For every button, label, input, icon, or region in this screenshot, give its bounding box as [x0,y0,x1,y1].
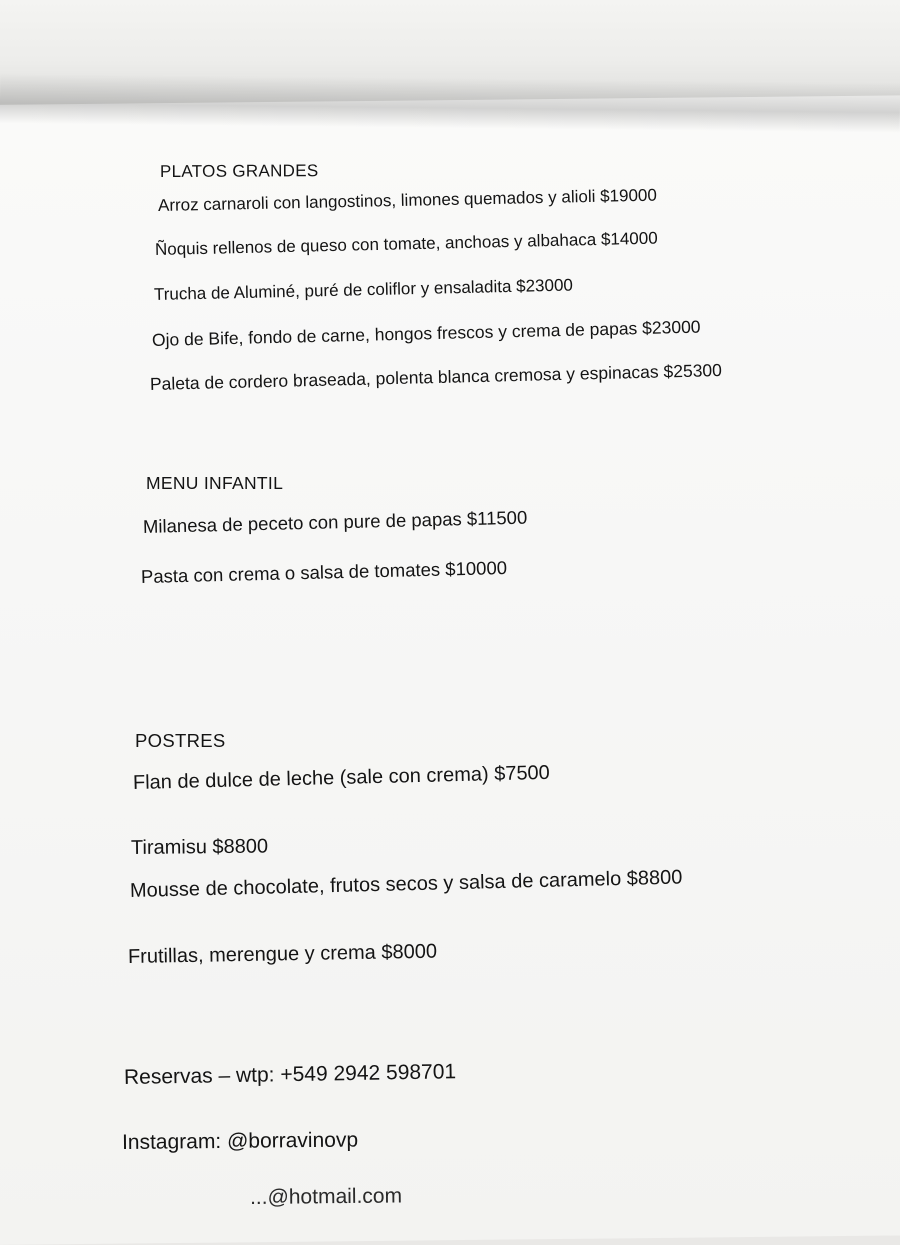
section-title-platos-grandes: PLATOS GRANDES [159,161,319,181]
menu-item: Flan de dulce de leche (sale con crema) $7500 [132,761,551,794]
menu-item: Trucha de Aluminé, puré de coliflor y ensaladita $23000 [153,275,574,304]
menu-item: Arroz carnaroli con langostinos, limones quemados y alioli $19000 [157,185,658,215]
section-title-postres: POSTRES [135,730,226,751]
menu-item: Ojo de Bife, fondo de carne, hongos frescos y crema de papas $23000 [151,316,701,350]
instagram-line: Instagram: @borravinovp [121,1128,359,1154]
menu-item: Milanesa de peceto con pure de papas $11500 [142,506,528,537]
menu-item: Paleta de cordero braseada, polenta blanca cremosa y espinacas $25300 [149,360,723,394]
menu-item: Frutillas, merengue y crema $8000 [127,940,438,968]
menu-item: Mousse de chocolate, frutos secos y salsa de caramelo $8800 [129,866,683,902]
email-line-partial: ...@hotmail.com [249,1184,403,1209]
menu-item: Ñoquis rellenos de queso con tomate, anchoas y albahaca $14000 [154,228,658,259]
reservas-line: Reservas – wtp: +549 2942 598701 [123,1060,457,1089]
section-title-menu-infantil: MENU INFANTIL [146,473,284,493]
menu-item: Pasta con crema o salsa de tomates $10000 [140,557,508,587]
menu-item: Tiramisu $8800 [130,835,269,859]
